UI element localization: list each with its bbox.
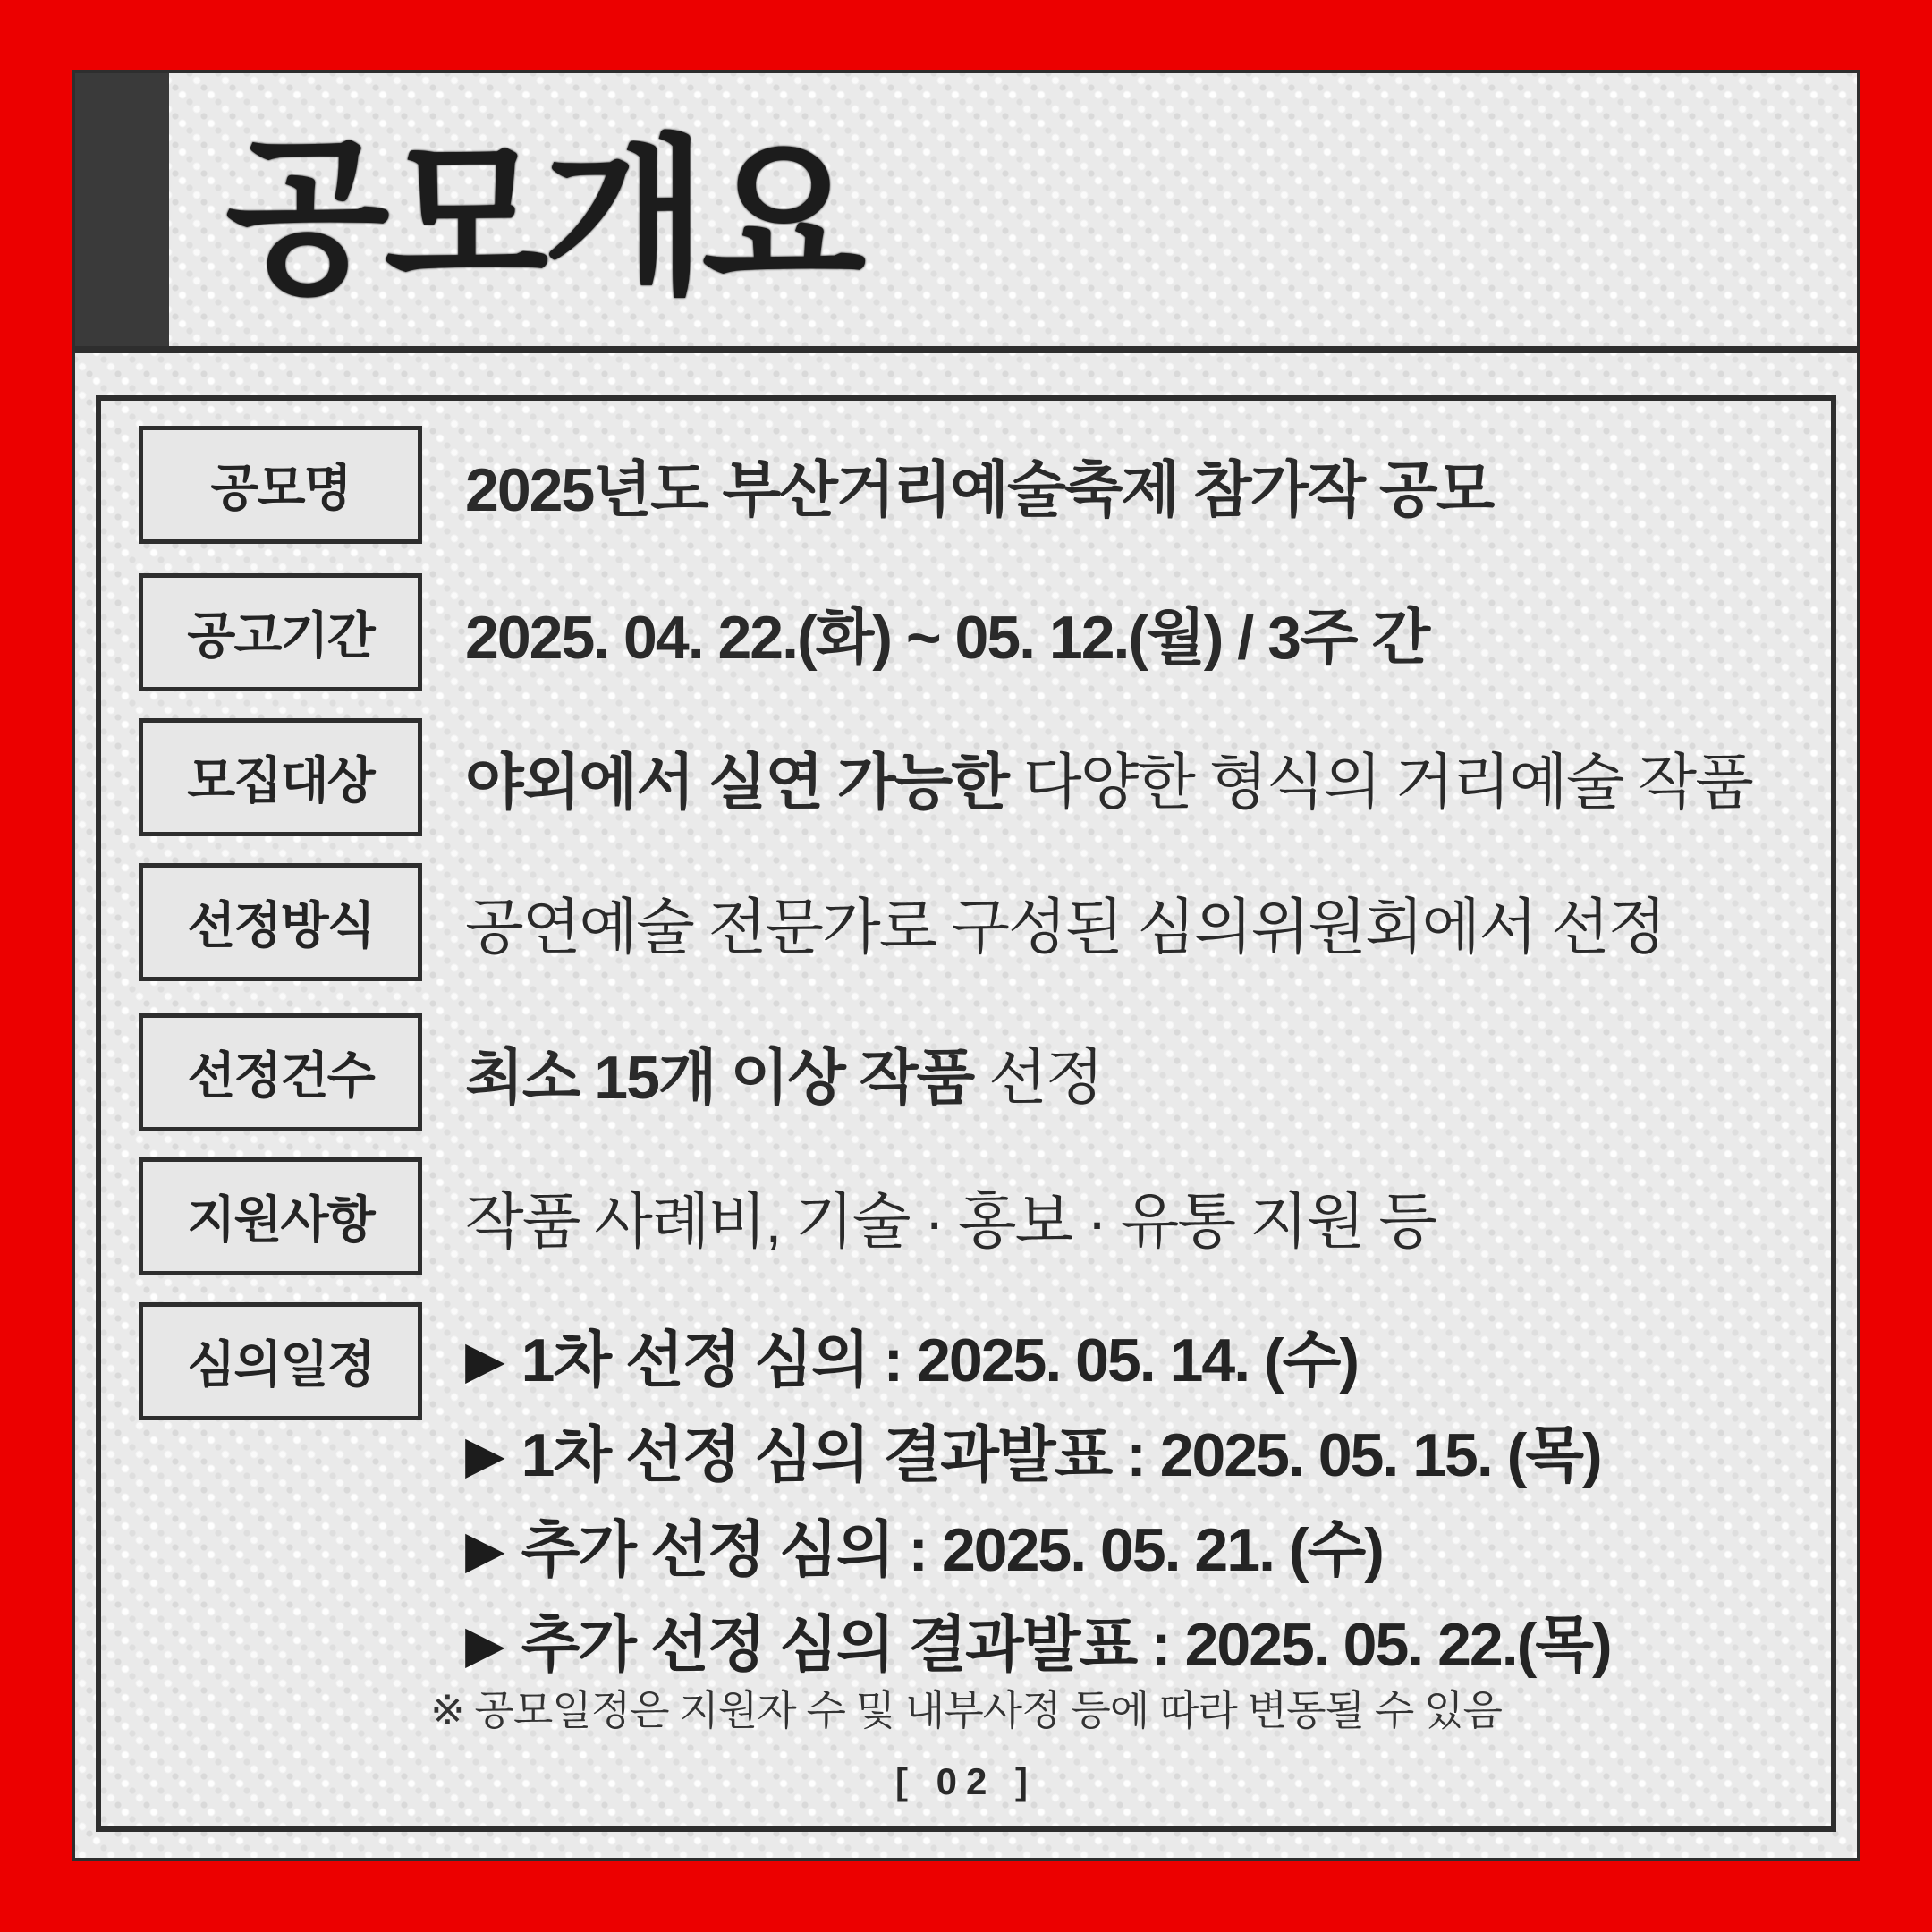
schedule-item <box>465 1315 1611 1410</box>
triangle-bullet-icon: ▶ <box>465 1615 504 1674</box>
overview-table <box>96 395 1836 1832</box>
schedule-item-text: 1차 선정 심의 : 2025. 05. 14. (수) <box>521 1326 1358 1394</box>
row-content-bold: 2025년도 부산거리예술축제 참가작 공모 <box>465 455 1494 524</box>
row-content-bold: 최소 15개 이상 작품 <box>465 1043 989 1112</box>
triangle-bullet-icon: ▶ <box>465 1521 504 1579</box>
row-content <box>465 589 1428 676</box>
row-label: 공모명 <box>139 426 422 544</box>
table-row <box>139 573 1428 691</box>
table-row <box>139 718 1752 836</box>
row-content <box>465 734 1752 821</box>
row-content-bold: 야외에서 실연 가능한 <box>465 748 1023 817</box>
row-content <box>465 1030 1102 1116</box>
schedule-list <box>465 1315 1611 1694</box>
row-content <box>465 1174 1436 1260</box>
table-row <box>139 1013 1102 1131</box>
page-number: [ 02 ] <box>894 1760 1038 1802</box>
schedule-note: ※ 공모일정은 지원자 수 및 내부사정 등에 따라 변동될 수 있음 <box>430 1687 1502 1733</box>
row-content-regular: 다양한 형식의 거리예술 작품 <box>1022 748 1752 817</box>
schedule-item <box>465 1504 1611 1599</box>
schedule-item-text: 추가 선정 심의 결과발표 : 2025. 05. 22.(목) <box>521 1611 1611 1679</box>
triangle-bullet-icon: ▶ <box>465 1331 504 1389</box>
row-label: 공고기간 <box>139 573 422 691</box>
header-accent-tab <box>75 73 169 346</box>
row-content-regular: 선정 <box>988 1043 1103 1112</box>
page-title: 공모개요 <box>225 123 861 313</box>
table-row <box>139 1157 1436 1275</box>
row-content <box>465 879 1665 966</box>
table-row-schedule-label <box>139 1302 422 1420</box>
triangle-bullet-icon: ▶ <box>465 1426 504 1484</box>
row-label: 지원사항 <box>139 1157 422 1275</box>
table-row <box>139 426 1493 544</box>
table-row <box>139 863 1665 981</box>
schedule-item-text: 1차 선정 심의 결과발표 : 2025. 05. 15. (목) <box>521 1421 1601 1489</box>
row-label: 선정건수 <box>139 1013 422 1131</box>
row-content-regular: 작품 사례비, 기술 · 홍보 · 유통 지원 등 <box>465 1187 1436 1256</box>
inner-panel <box>72 70 1860 1861</box>
row-label: 심의일정 <box>139 1302 422 1420</box>
row-content-bold: 2025. 04. 22.(화) ~ 05. 12.(월) / 3주 간 <box>465 603 1429 672</box>
schedule-item-text: 추가 선정 심의 : 2025. 05. 21. (수) <box>521 1516 1383 1584</box>
header-band <box>75 73 1857 353</box>
row-label: 선정방식 <box>139 863 422 981</box>
schedule-item <box>465 1410 1611 1504</box>
row-content-regular: 공연예술 전문가로 구성된 심의위원회에서 선정 <box>465 893 1665 962</box>
row-label: 모집대상 <box>139 718 422 836</box>
row-content <box>465 442 1493 529</box>
